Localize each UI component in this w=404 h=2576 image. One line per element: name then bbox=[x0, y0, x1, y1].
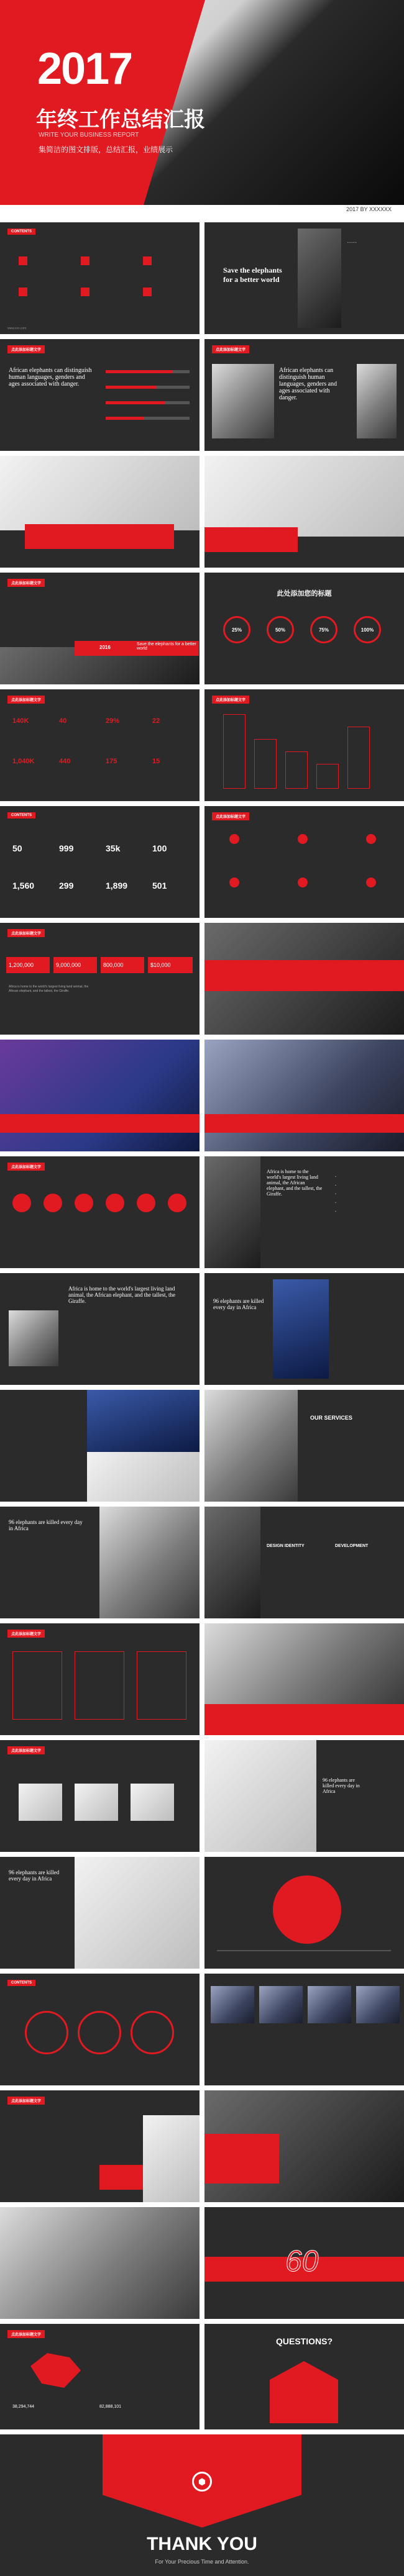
sixty-number: 60 bbox=[285, 2245, 319, 2278]
slide-tag: 点此添加标题文字 bbox=[212, 345, 249, 353]
red-caption-block bbox=[204, 527, 298, 552]
icon-band bbox=[204, 1114, 404, 1133]
slide-questions bbox=[204, 2324, 404, 2429]
progress-bar bbox=[106, 401, 190, 404]
progress-bar bbox=[106, 370, 190, 373]
icon-dot bbox=[229, 834, 239, 844]
sailboat-photo bbox=[204, 1623, 404, 1704]
stat-value: 40 bbox=[59, 717, 67, 725]
slide-tag: 点此添加标题文字 bbox=[7, 2330, 45, 2338]
thank-you-title: THANK YOU bbox=[147, 2534, 257, 2554]
slide-team-circle bbox=[204, 1857, 404, 1969]
killed-text: 96 elephants are killed every day in Africa bbox=[9, 1519, 83, 1531]
slide-bar-chart bbox=[204, 689, 404, 801]
slide-arch-bw bbox=[0, 2207, 200, 2319]
icon-dot bbox=[298, 878, 308, 887]
tower-image bbox=[204, 1507, 260, 1618]
stat-value: 22 bbox=[152, 717, 160, 725]
timeline-line bbox=[217, 1950, 391, 1951]
cover-subtitle: WRITE YOUR BUSINESS REPORT bbox=[39, 132, 139, 138]
red-hexagon bbox=[270, 2361, 338, 2423]
building-image bbox=[212, 364, 274, 438]
slide-tag: 点此添加标题文字 bbox=[7, 2097, 45, 2105]
bullet-list: ▪ ▪ ▪ ▪ ▪ bbox=[335, 1175, 336, 1213]
killed-text: 96 elephants are killed every day in Africa bbox=[213, 1298, 264, 1310]
stat-value: 140K bbox=[12, 717, 29, 725]
architecture-photo bbox=[0, 2207, 200, 2319]
icon-circle bbox=[12, 1194, 31, 1212]
slide-image-text bbox=[204, 339, 404, 451]
building-image bbox=[9, 1310, 58, 1366]
slide-team-row bbox=[204, 1974, 404, 2085]
slide-tag: 点此添加标题文字 bbox=[7, 345, 45, 353]
slide-photo-band bbox=[0, 456, 200, 568]
africa-text: Africa is home to the world's largest living land animal, the African elephant, and the tallest, the Giraffe. bbox=[267, 1169, 323, 1197]
slide-arch bbox=[204, 456, 404, 568]
slide-stats bbox=[0, 689, 200, 801]
sail-image bbox=[99, 1507, 200, 1618]
slide-tag: 点此添加标题文字 bbox=[7, 1746, 45, 1754]
slide-blue-corridor bbox=[0, 1390, 200, 1502]
progress-bar bbox=[106, 417, 190, 420]
slide-building-red bbox=[204, 2090, 404, 2202]
stat-value: 50 bbox=[12, 843, 22, 853]
building-image bbox=[357, 364, 397, 438]
slide-city-red bbox=[204, 923, 404, 1035]
slide-red-values bbox=[0, 923, 200, 1035]
year-label: 2016 bbox=[99, 645, 111, 650]
slide-icons-stats bbox=[0, 806, 200, 918]
slide-tag: 点此添加标题文字 bbox=[7, 1163, 45, 1171]
red-caption-block bbox=[25, 524, 174, 549]
percent-title: 此处添加您的标题 bbox=[277, 590, 332, 597]
slide-tag: 点此添加标题文字 bbox=[7, 579, 45, 587]
slide-killed-bars bbox=[0, 1507, 200, 1618]
stat-value: 29% bbox=[106, 717, 120, 725]
team-ring bbox=[78, 2011, 121, 2054]
stat-value: 999 bbox=[59, 843, 74, 853]
slide-steps bbox=[0, 573, 200, 684]
slide-progress-bars bbox=[0, 339, 200, 451]
photo bbox=[143, 2115, 200, 2202]
value-block: 1,200,000 bbox=[6, 957, 50, 973]
stat-value: 1,040K bbox=[12, 758, 35, 765]
red-panel bbox=[204, 2134, 279, 2184]
icon-dot bbox=[366, 834, 376, 844]
slide-tag: 点此添加标题文字 bbox=[212, 812, 249, 820]
slide-purple-city bbox=[0, 1040, 200, 1151]
icon-card bbox=[137, 1651, 186, 1720]
red-square bbox=[143, 288, 152, 296]
slide-map bbox=[0, 2324, 200, 2429]
cover-date: 2017 BY XXXXXX bbox=[346, 206, 392, 211]
hall-image bbox=[87, 1452, 200, 1502]
slide-killed bbox=[204, 1273, 404, 1385]
slide-tag: CONTENTS bbox=[7, 1980, 35, 1986]
develop-title: DEVELOPMENT bbox=[335, 1544, 369, 1548]
room-photo bbox=[19, 1784, 62, 1821]
red-block bbox=[99, 2165, 143, 2190]
slide-blue-city bbox=[204, 1040, 404, 1151]
chart-bar bbox=[285, 751, 308, 789]
slide-list-photo bbox=[0, 2090, 200, 2202]
cover-title: 年终工作总结汇报 bbox=[36, 108, 205, 132]
team-photo bbox=[356, 1986, 400, 2023]
map-value: 38,294,744 bbox=[12, 2405, 35, 2409]
corridor-image bbox=[87, 1390, 200, 1452]
tower-image bbox=[204, 1156, 260, 1268]
icon-circle bbox=[137, 1194, 155, 1212]
killed-text: 96 elephants are killed every day in Africa bbox=[323, 1777, 360, 1794]
architecture-photo bbox=[204, 456, 404, 537]
stat-value: 440 bbox=[59, 758, 71, 765]
icon-dot bbox=[298, 834, 308, 844]
room-photo bbox=[131, 1784, 174, 1821]
icon-circle bbox=[106, 1194, 124, 1212]
slide-tag: 点此添加标题文字 bbox=[212, 696, 249, 704]
chart-bar bbox=[347, 727, 370, 789]
stat-value: 35k bbox=[106, 843, 121, 853]
arrow-band bbox=[0, 1114, 200, 1133]
slide-design bbox=[204, 1507, 404, 1618]
slide-services bbox=[204, 1390, 404, 1502]
slide-kitchen bbox=[0, 1857, 200, 1969]
slide-tag: CONTENTS bbox=[7, 812, 35, 819]
page-note: www.xxx.com bbox=[7, 327, 27, 330]
side-list: ▪ ▪ ▪ ▪ ▪ bbox=[347, 241, 357, 245]
thank-you-subtitle: For Your Precious Time and Attention. bbox=[155, 2559, 249, 2565]
red-panel bbox=[204, 960, 404, 991]
elephant-text: African elephants can distinguish human languages, genders and ages associated with danger. bbox=[9, 367, 92, 388]
red-square bbox=[19, 288, 27, 296]
percent-ring: 75% bbox=[310, 616, 337, 643]
city-photo bbox=[204, 1040, 404, 1151]
slide-percent bbox=[204, 573, 404, 684]
percent-ring: 100% bbox=[354, 616, 381, 643]
stat-value: 100 bbox=[152, 843, 167, 853]
slide-three-icons bbox=[0, 1623, 200, 1735]
team-photo-ring bbox=[273, 1875, 341, 1944]
slide-quote bbox=[204, 222, 404, 334]
chart-bar bbox=[223, 714, 246, 789]
team-ring bbox=[131, 2011, 174, 2054]
slide-rooms bbox=[0, 1740, 200, 1852]
red-square bbox=[81, 288, 90, 296]
tower-image bbox=[298, 229, 341, 328]
slide-icon-grid bbox=[204, 806, 404, 918]
percent-ring: 50% bbox=[267, 616, 294, 643]
team-photo bbox=[211, 1986, 254, 2023]
tower-image bbox=[204, 1390, 298, 1502]
team-ring bbox=[25, 2011, 68, 2054]
contents-tag: CONTENTS bbox=[7, 229, 35, 235]
questions-title: QUESTIONS? bbox=[275, 2336, 333, 2346]
progress-bar bbox=[106, 386, 190, 389]
africa-text: Africa is home to the world's largest living land animal, the African elephant, and the tallest, the Giraffe. bbox=[68, 1286, 175, 1304]
stat-value: 501 bbox=[152, 881, 167, 891]
slide-africa-list bbox=[0, 1273, 200, 1385]
quote-text: Save the elephants for a better world bbox=[223, 266, 282, 284]
cover-sub-cn: 集简洁的图文排版，总结汇报，业绩展示 bbox=[39, 145, 173, 154]
slide-sixty bbox=[204, 2207, 404, 2319]
value-block: $10,000 bbox=[148, 957, 193, 973]
slide-team-rings bbox=[0, 1974, 200, 2085]
map-value: 82,888,101 bbox=[99, 2405, 122, 2409]
corridor-image bbox=[273, 1279, 329, 1379]
icon-card bbox=[12, 1651, 62, 1720]
cube-icon: ⬢ bbox=[192, 2472, 212, 2492]
stat-value: 1,560 bbox=[12, 881, 35, 891]
icon-dot bbox=[366, 878, 376, 887]
cover-year: 2017 bbox=[37, 44, 132, 94]
chart-bar bbox=[254, 739, 277, 789]
killed-text: 96 elephants are killed every day in Africa bbox=[9, 1869, 60, 1882]
percent-ring: 25% bbox=[223, 616, 250, 643]
red-band bbox=[204, 1704, 404, 1735]
value-block: 800,000 bbox=[101, 957, 144, 973]
icon-card bbox=[75, 1651, 124, 1720]
icon-circle bbox=[75, 1194, 93, 1212]
chart-bar bbox=[316, 764, 339, 789]
stat-value: 1,899 bbox=[106, 881, 128, 891]
red-square bbox=[19, 256, 27, 265]
team-photo bbox=[259, 1986, 303, 2023]
value-block: 9,000,000 bbox=[53, 957, 97, 973]
year-quote: Save the elephants for a better world bbox=[137, 642, 196, 651]
slide-tag: 点此添加标题文字 bbox=[7, 929, 45, 937]
stat-value: 15 bbox=[152, 758, 160, 765]
interior-photo bbox=[204, 1740, 316, 1852]
slide-circles-row bbox=[0, 1156, 200, 1268]
photo bbox=[0, 456, 200, 530]
city-photo bbox=[0, 1040, 200, 1151]
room-photo bbox=[75, 1784, 118, 1821]
stat-value: 299 bbox=[59, 881, 74, 891]
icon-circle bbox=[168, 1194, 186, 1212]
cover-slide bbox=[0, 0, 404, 211]
slide-tower-text bbox=[204, 1156, 404, 1268]
red-square bbox=[143, 256, 152, 265]
team-photo bbox=[308, 1986, 351, 2023]
map-shape bbox=[25, 2349, 81, 2392]
design-title: DESIGN IDENTITY bbox=[267, 1544, 305, 1548]
red-square bbox=[81, 256, 90, 265]
services-title: OUR SERVICES bbox=[310, 1415, 352, 1421]
africa-text: Africa is home to the world's largest living land animal, the African elephant, and the tallest, the Giraffe. bbox=[9, 985, 89, 993]
thank-you-slide bbox=[0, 2434, 404, 2576]
icon-circle bbox=[44, 1194, 62, 1212]
elephant-text: African elephants can distinguish human languages, genders and ages associated with danger. bbox=[279, 367, 337, 401]
slide-interior bbox=[204, 1740, 404, 1852]
icon-dot bbox=[229, 878, 239, 887]
slide-contents bbox=[0, 222, 200, 334]
slide-tag: 点此添加标题文字 bbox=[7, 696, 45, 704]
slide-sailboat bbox=[204, 1623, 404, 1735]
slide-tag: 点此添加标题文字 bbox=[7, 1630, 45, 1638]
stat-value: 175 bbox=[106, 758, 117, 765]
kitchen-photo bbox=[75, 1857, 200, 1969]
